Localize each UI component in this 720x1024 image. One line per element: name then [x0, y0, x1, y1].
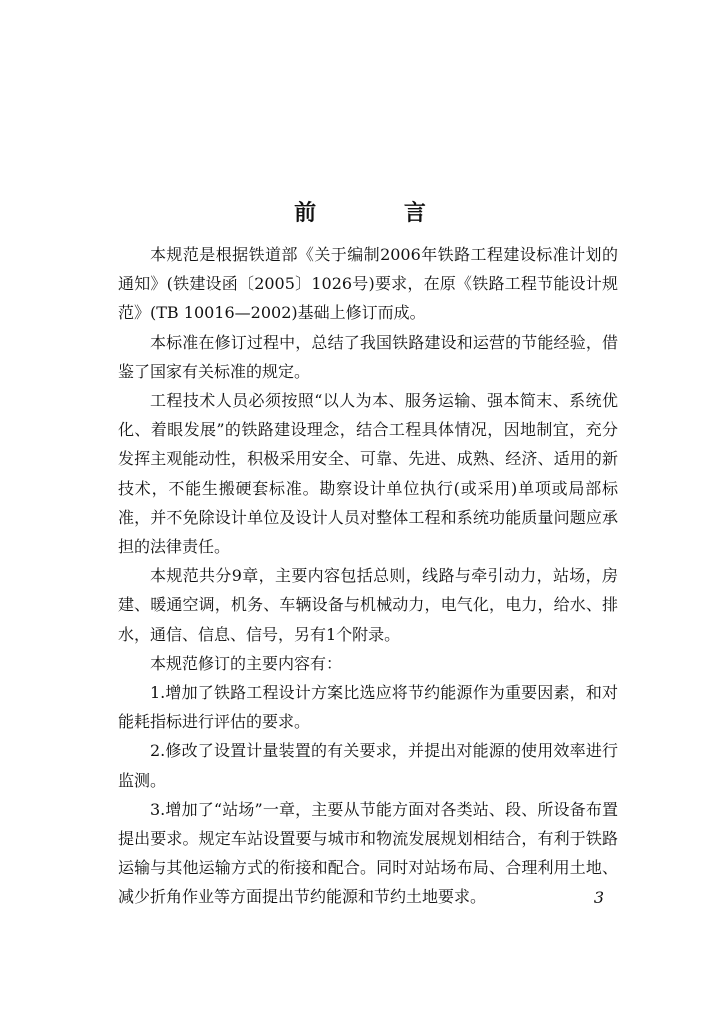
paragraph-6: 1.增加了铁路工程设计方案比选应将节约能源作为重要因素，和对能耗指标进行评估的要求。 — [118, 683, 618, 732]
body-text — [118, 240, 618, 912]
page-number: 3 — [593, 888, 604, 907]
paragraph-3: 工程技术人员必须按照“以人为本、服务运输、强本简末、系统优化、着眼发展”的铁路建设理念，结合工程具体情况，因地制宜，充分发挥主观能动性，积极采用安全、可靠、先进、成熟、经济、适用的新技术，不能生搬硬套标准。勘察设计单位执行(或采用)单项或局部标准，并不免除设计单位及设计人员对整体工程和系统功能质量问题应承担的法律责任。 — [118, 391, 618, 557]
paragraph-8: 3.增加了“站场”一章，主要从节能方面对各类站、段、所设备布置提出要求。规定车站设置要与城市和物流发展规划相结合，有利于铁路运输与其他运输方式的衔接和配合。同时对站场布局、合理利用土地、减少折角作业等方面提出节约能源和节约土地要求。 — [118, 799, 618, 907]
paragraph-4: 本规范共分9章，主要内容包括总则，线路与牵引动力，站场，房建、暖通空调，机务、车辆设备与机械动力，电气化，电力，给水、排水，通信、信息、信号，另有1个附录。 — [118, 566, 618, 644]
paragraph-1: 本规范是根据铁道部《关于编制2006年铁路工程建设标准计划的通知》(铁建设函〔2005〕1026号)要求，在原《铁路工程节能设计规范》(TB 10016—2002)基础上修订而成。 — [118, 245, 618, 323]
paragraph-2: 本标准在修订过程中，总结了我国铁路建设和运营的节能经验，借鉴了国家有关标准的规定。 — [118, 332, 618, 381]
page-title: 前 言 — [294, 200, 466, 226]
paragraph-7: 2.修改了设置计量装置的有关要求，并提出对能源的使用效率进行监测。 — [118, 741, 618, 790]
paragraph-5: 本规范修订的主要内容有： — [150, 653, 343, 673]
